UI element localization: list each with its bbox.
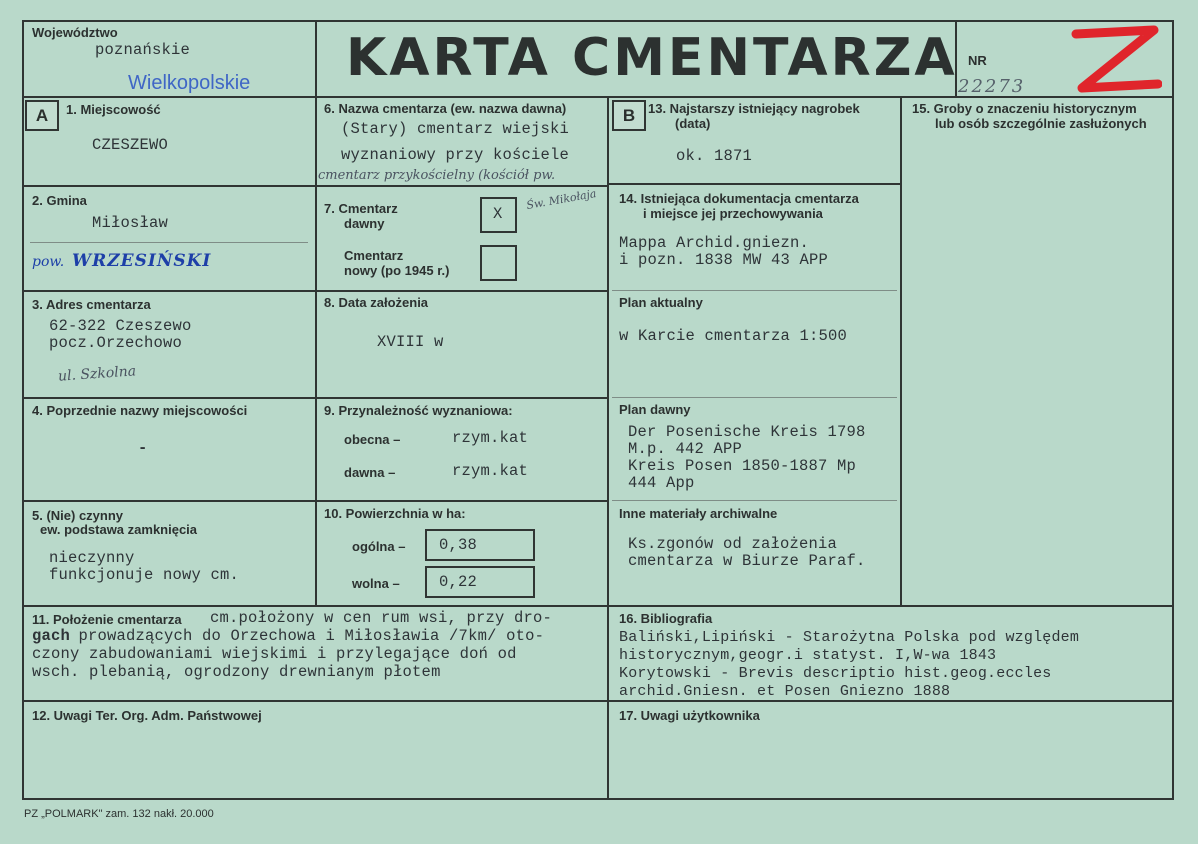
frame-left <box>22 20 24 800</box>
s3-line2: pocz.Orzechowo <box>49 334 183 352</box>
s5-label-line2: ew. podstawa zamknięcia <box>40 522 198 537</box>
red-z-mark <box>1070 24 1162 96</box>
plan-old-line4: 444 App <box>628 474 695 492</box>
s16-line3: Korytowski - Brevis descriptio hist.geog.eccles <box>619 665 1052 682</box>
county-prefix: pow. <box>32 254 65 270</box>
s13-value: ok. 1871 <box>676 147 753 165</box>
s7-label-dawny-2: dawny <box>344 216 385 231</box>
s10-free-value: 0,22 <box>439 573 478 591</box>
frame-bottom <box>22 798 1174 800</box>
s5-label-line1: 5. (Nie) czynny <box>32 508 124 523</box>
row-divider-a2 <box>22 290 609 292</box>
frame-right <box>1172 20 1174 800</box>
s9-label: 9. Przynależność wyznaniowa: <box>324 403 513 418</box>
separator-archives <box>612 500 897 501</box>
row-divider-bottom <box>22 700 1174 702</box>
row-divider-main <box>22 605 1174 607</box>
checkbox-dawny <box>480 197 517 233</box>
s16-line4: archid.Gniesn. et Posen Gniezno 1888 <box>619 683 951 700</box>
s14-label-line2: i miejsce jej przechowywania <box>643 206 823 221</box>
plan-old-line2: M.p. 442 APP <box>628 440 743 458</box>
page-title: KARTA CMENTARZA <box>346 28 958 88</box>
voivodeship-value: poznańskie <box>95 41 191 59</box>
col-divider-3 <box>900 96 902 606</box>
s15-label-line2: lub osób szczególnie zasłużonych <box>935 116 1147 131</box>
s14-line2: i pozn. 1838 MW 43 APP <box>619 251 829 269</box>
nr-label: NR <box>968 53 987 68</box>
s3-line1: 62-322 Czeszewo <box>49 317 192 335</box>
s4-label: 4. Poprzednie nazwy miejscowości <box>32 403 248 418</box>
s6-line1: (Stary) cmentarz wiejski <box>341 120 570 138</box>
s13-label-line1: 13. Najstarszy istniejący nagrobek <box>648 101 860 116</box>
archives-label: Inne materiały archiwalne <box>619 506 778 521</box>
s6-label: 6. Nazwa cmentarza (ew. nazwa dawna) <box>324 101 567 116</box>
frame-top <box>22 20 1174 22</box>
col-divider-2 <box>607 96 609 800</box>
s1-value: CZESZEWO <box>92 136 169 154</box>
s13-label-line2: (data) <box>675 116 711 131</box>
s17-label: 17. Uwagi użytkownika <box>619 708 760 723</box>
plan-old-line3: Kreis Posen 1850-1887 Mp <box>628 457 857 475</box>
county-value: WRZESIŃSKI <box>72 251 212 271</box>
s10-free-label: wolna – <box>352 576 400 591</box>
s11-line4: wsch. plebanią, ogrodzony drewnianym płotem <box>32 663 441 681</box>
s8-label: 8. Data założenia <box>324 295 429 310</box>
s9-former-value: rzym.kat <box>452 462 529 480</box>
s11-line2: prowadzących do Orzechowa i Miłosławia /7km/ oto- <box>69 627 545 645</box>
s10-total-label: ogólna – <box>352 539 406 554</box>
checkbox-nowy <box>480 245 517 281</box>
s10-free-box <box>425 566 535 598</box>
s10-label: 10. Powierzchnia w ha: <box>324 506 466 521</box>
s2-value: Miłosław <box>92 214 169 232</box>
s11-label: 11. Położenie cmentarza <box>32 612 182 627</box>
s11-line2-bold: gach <box>32 627 71 645</box>
printer-footer: PZ „POLMARK" zam. 132 nakł. 20.000 <box>24 808 214 820</box>
s6-handwritten-2: Św. Mikołaja <box>525 186 598 213</box>
s9-current-label: obecna – <box>344 432 401 447</box>
s16-line2: historycznym,geogr.i statyst. I,W-wa 1843 <box>619 647 997 664</box>
s11-line1: cm.położony w cen rum wsi, przy dro- <box>210 609 553 627</box>
s4-value: - <box>138 439 148 457</box>
s6-line2: wyznaniowy przy kościele <box>341 146 570 164</box>
s5-line1: nieczynny <box>49 549 135 567</box>
s2-label: 2. Gmina <box>32 193 87 208</box>
s12-label: 12. Uwagi Ter. Org. Adm. Państwowej <box>32 708 262 723</box>
checkbox-dawny-mark: X <box>493 205 503 223</box>
section-a-badge: A <box>25 100 59 131</box>
s7-label-dawny-1: 7. Cmentarz <box>324 201 398 216</box>
s10-total-box <box>425 529 535 561</box>
s10-total-value: 0,38 <box>439 536 478 554</box>
s3-handwritten: ul. Szkolna <box>57 363 137 385</box>
s6-handwritten-1: cmentarz przykościelny (kościół pw. <box>318 168 556 183</box>
plan-current-label: Plan aktualny <box>619 295 703 310</box>
plan-old-line1: Der Posenische Kreis 1798 <box>628 423 866 441</box>
row-divider-b1 <box>607 183 902 185</box>
s5-line2: funkcjonuje nowy cm. <box>49 566 240 584</box>
separator-plan-current <box>612 290 897 291</box>
archives-line2: cmentarza w Biurze Paraf. <box>628 552 866 570</box>
plan-old-label: Plan dawny <box>619 402 691 417</box>
s9-former-label: dawna – <box>344 465 396 480</box>
voivodeship-stamp: Wielkopolskie <box>128 72 251 94</box>
row-divider-a1 <box>22 185 609 187</box>
s1-label: 1. Miejscowość <box>66 102 161 117</box>
s15-label-line1: 15. Groby o znaczeniu historycznym <box>912 101 1137 116</box>
s14-line1: Mappa Archid.gniezn. <box>619 234 810 252</box>
s7-label-nowy-2: nowy (po 1945 r.) <box>344 263 450 278</box>
nr-value: 22273 <box>958 76 1026 97</box>
separator-commune <box>30 242 308 243</box>
s11-line3: czony zabudowaniami wiejskimi i przylegające doń od <box>32 645 517 663</box>
archives-line1: Ks.zgonów od założenia <box>628 535 838 553</box>
row-divider-a4 <box>22 500 609 502</box>
col-divider-1 <box>315 20 317 606</box>
s3-label: 3. Adres cmentarza <box>32 297 151 312</box>
s8-value: XVIII w <box>377 333 444 351</box>
voivodeship-label: Województwo <box>32 25 118 40</box>
row-divider-a3 <box>22 397 609 399</box>
plan-current-value: w Karcie cmentarza 1:500 <box>619 327 848 345</box>
s16-line1: Baliński,Lipiński - Starożytna Polska pod względem <box>619 629 1080 646</box>
s9-current-value: rzym.kat <box>452 429 529 447</box>
section-b-badge: B <box>612 100 646 131</box>
s14-label-line1: 14. Istniejąca dokumentacja cmentarza <box>619 191 859 206</box>
separator-plan-old <box>612 397 897 398</box>
s16-label: 16. Bibliografia <box>619 611 713 626</box>
s7-label-nowy-1: Cmentarz <box>344 248 404 263</box>
